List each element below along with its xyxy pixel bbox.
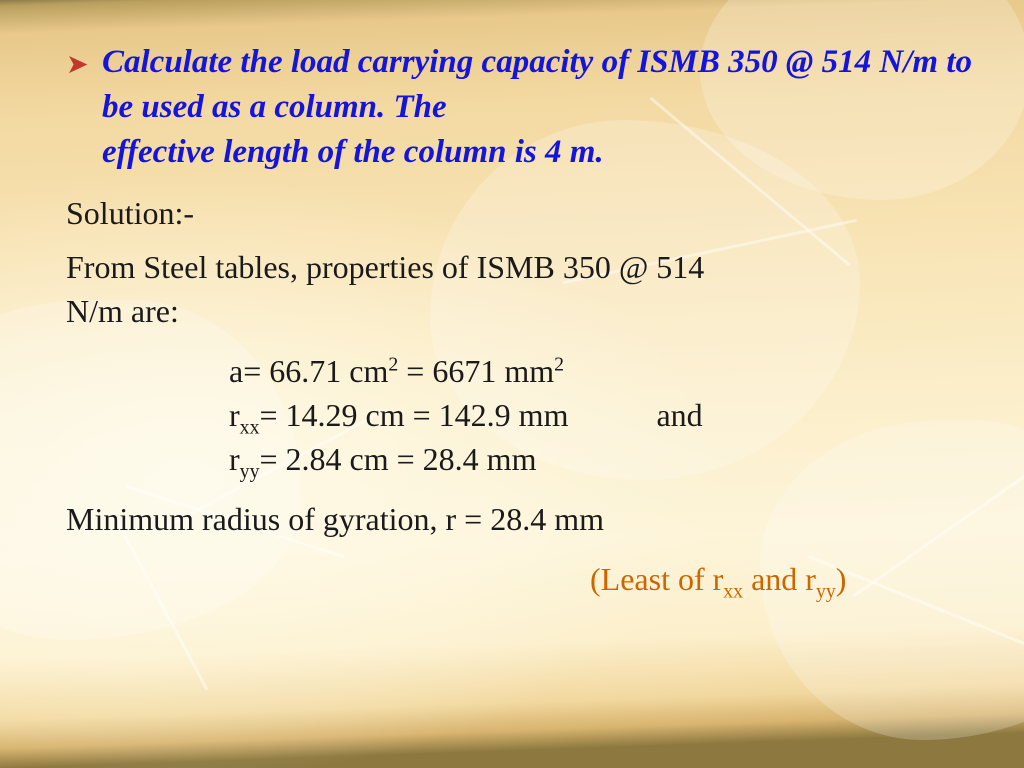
property-sub-ryy: yy	[239, 460, 260, 483]
property-value-a-1: = 66.71 cm	[243, 353, 389, 389]
property-symbol-a: a	[229, 353, 244, 389]
solution-label: Solution:-	[66, 195, 195, 231]
bullet-arrow-icon: ➤	[66, 49, 89, 79]
property-unit-sup-a-1: 2	[388, 353, 399, 376]
least-note-sub-yy: yy	[815, 580, 836, 603]
least-note	[66, 557, 972, 601]
question-text-line2: effective length of the column is 4 m.	[102, 134, 604, 170]
property-row-ryy	[66, 437, 972, 481]
least-note-middle: and r	[743, 561, 816, 597]
intro-line-2: N/m are:	[66, 293, 179, 329]
slide-content	[66, 40, 972, 601]
property-symbol-rxx: r	[229, 397, 240, 433]
least-note-prefix: (Least of r	[590, 561, 724, 597]
property-unit-sup-a-2: 2	[554, 353, 565, 376]
intro-line-1: From Steel tables, properties of ISMB 350 @ 514	[66, 249, 705, 285]
property-value-a-2: = 6671 mm	[398, 353, 555, 389]
property-symbol-ryy: r	[229, 441, 240, 477]
least-note-sub-xx: xx	[723, 580, 744, 603]
property-value-ryy: = 2.84 cm = 28.4 mm	[259, 441, 537, 477]
property-trailing-rxx: and	[656, 397, 703, 433]
least-note-suffix: )	[835, 561, 847, 597]
property-row-area	[66, 349, 972, 393]
minimum-radius-line: Minimum radius of gyration, r = 28.4 mm	[66, 501, 604, 537]
property-sub-rxx: xx	[239, 416, 260, 439]
question-bullet	[66, 40, 972, 175]
property-row-rxx	[66, 393, 972, 437]
question-text-line1: Calculate the load carrying capacity of ISMB 350 @ 514 N/m to be used as a column. The	[102, 44, 972, 125]
property-value-rxx: = 14.29 cm = 142.9 mm	[259, 397, 569, 433]
